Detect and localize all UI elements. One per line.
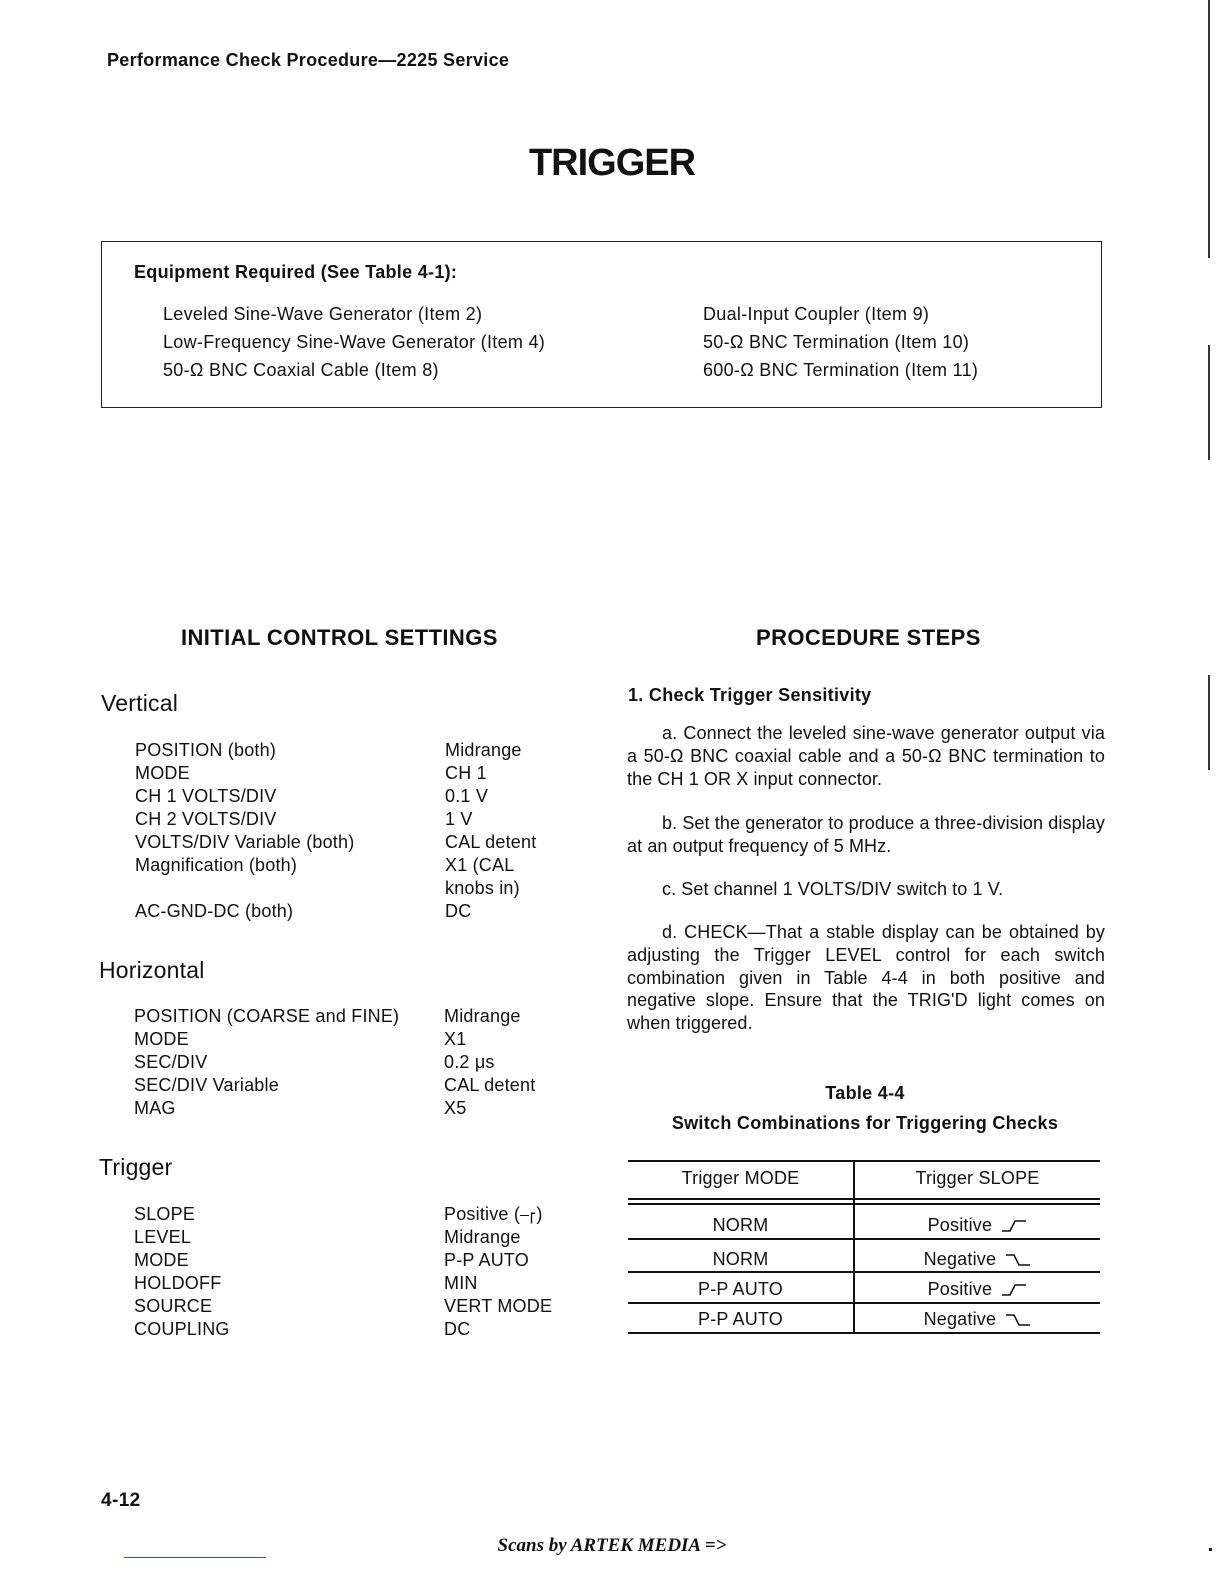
table-cell-slope bbox=[855, 1279, 1100, 1300]
table-rule bbox=[628, 1302, 1100, 1304]
table-rule bbox=[628, 1271, 1100, 1273]
table-caption-title: Switch Combinations for Triggering Checks bbox=[671, 1113, 1059, 1133]
equipment-item: Low-Frequency Sine-Wave Generator (Item 4) bbox=[163, 332, 546, 352]
slope-text: Positive bbox=[927, 1215, 993, 1235]
setting-value: X1 (CAL bbox=[445, 855, 515, 875]
setting-value: Positive (⎯⎡) bbox=[444, 1204, 543, 1224]
procedure-steps-heading: PROCEDURE STEPS bbox=[756, 625, 981, 650]
setting-value: MIN bbox=[444, 1273, 478, 1293]
setting-value: knobs in) bbox=[445, 878, 520, 898]
setting-value: CH 1 bbox=[445, 763, 487, 783]
table-cell-slope bbox=[855, 1309, 1100, 1330]
table-cell-mode: P-P AUTO bbox=[698, 1309, 783, 1329]
table-header-mode: Trigger MODE bbox=[681, 1168, 800, 1188]
equipment-item: Dual-Input Coupler (Item 9) bbox=[703, 304, 930, 324]
setting-label: MODE bbox=[134, 1029, 189, 1049]
falling-edge-icon bbox=[1005, 1313, 1031, 1327]
table-cell-slope bbox=[855, 1249, 1100, 1270]
step1-heading: 1. Check Trigger Sensitivity bbox=[628, 685, 872, 705]
table-rule bbox=[628, 1160, 1100, 1162]
setting-label: HOLDOFF bbox=[134, 1273, 222, 1293]
step-paragraph-c: c. Set channel 1 VOLTS/DIV switch to 1 V. bbox=[662, 879, 1004, 899]
right-margin-rule bbox=[1208, 0, 1210, 258]
equipment-item: Leveled Sine-Wave Generator (Item 2) bbox=[163, 304, 483, 324]
setting-value: DC bbox=[445, 901, 472, 921]
setting-label: MODE bbox=[135, 763, 190, 783]
slope-text: Negative bbox=[923, 1309, 997, 1329]
setting-label: SEC/DIV Variable bbox=[134, 1075, 279, 1095]
table-rule bbox=[628, 1238, 1100, 1240]
table-rule bbox=[628, 1203, 1100, 1205]
initial-settings-heading: INITIAL CONTROL SETTINGS bbox=[181, 625, 498, 650]
trigger-table bbox=[628, 1160, 1100, 1335]
vertical-heading: Vertical bbox=[101, 690, 179, 716]
setting-value: X1 bbox=[444, 1029, 467, 1049]
table-rule bbox=[628, 1198, 1100, 1200]
footer-underline bbox=[124, 1557, 266, 1558]
horizontal-heading: Horizontal bbox=[99, 957, 205, 983]
setting-label: SLOPE bbox=[134, 1204, 196, 1224]
falling-edge-icon bbox=[1005, 1253, 1031, 1267]
running-head: Performance Check Procedure—2225 Service bbox=[107, 50, 510, 70]
setting-label: POSITION (both) bbox=[135, 740, 277, 760]
table-cell-slope bbox=[855, 1215, 1100, 1236]
table-cell-mode: P-P AUTO bbox=[698, 1279, 783, 1299]
setting-value: VERT MODE bbox=[444, 1296, 553, 1316]
setting-value: Midrange bbox=[444, 1006, 521, 1026]
scan-mark bbox=[1209, 1548, 1212, 1551]
step-paragraph-a: a. Connect the leveled sine-wave generator output via a 50-Ω BNC coaxial cable and a 50-Ω BNC termination to the CH 1 OR X input connector. bbox=[627, 723, 1105, 789]
page-title: TRIGGER bbox=[528, 142, 696, 184]
setting-label: LEVEL bbox=[134, 1227, 192, 1247]
setting-label: MODE bbox=[134, 1250, 189, 1270]
equipment-item: 50-Ω BNC Termination (Item 10) bbox=[703, 332, 970, 352]
setting-value: Midrange bbox=[445, 740, 522, 760]
setting-value: 0.1 V bbox=[445, 786, 489, 806]
rising-edge-icon bbox=[1001, 1283, 1027, 1297]
table-caption-number: Table 4-4 bbox=[825, 1083, 905, 1103]
setting-value: CAL detent bbox=[445, 832, 537, 852]
setting-label: AC-GND-DC (both) bbox=[135, 901, 294, 921]
slope-text: Negative bbox=[923, 1249, 997, 1269]
page-number: 4-12 bbox=[101, 1490, 141, 1511]
setting-label: CH 1 VOLTS/DIV bbox=[135, 786, 277, 806]
setting-value: P-P AUTO bbox=[444, 1250, 529, 1270]
table-rule bbox=[628, 1332, 1100, 1334]
setting-label: COUPLING bbox=[134, 1319, 230, 1339]
setting-label: MAG bbox=[134, 1098, 176, 1118]
setting-label: Magnification (both) bbox=[135, 855, 298, 875]
setting-value: 1 V bbox=[445, 809, 473, 829]
equipment-heading: Equipment Required (See Table 4-1): bbox=[134, 262, 458, 282]
step-paragraph-b: b. Set the generator to produce a three-division display at an output frequency of 5 MHz. bbox=[627, 813, 1105, 856]
slope-text: Positive bbox=[927, 1279, 993, 1299]
right-margin-rule bbox=[1208, 345, 1210, 460]
rising-edge-icon bbox=[1001, 1219, 1027, 1233]
footer-credit: Scans by ARTEK MEDIA => bbox=[497, 1535, 727, 1556]
setting-value: DC bbox=[444, 1319, 471, 1339]
table-cell-mode: NORM bbox=[712, 1249, 769, 1269]
equipment-item: 50-Ω BNC Coaxial Cable (Item 8) bbox=[163, 360, 439, 380]
trigger-heading: Trigger bbox=[99, 1154, 173, 1180]
right-margin-rule bbox=[1208, 675, 1210, 770]
setting-label: POSITION (COARSE and FINE) bbox=[134, 1006, 400, 1026]
setting-value: Midrange bbox=[444, 1227, 521, 1247]
step-paragraph-d: d. CHECK—That a stable display can be obtained by adjusting the Trigger LEVEL control for each switch combination given in Table 4-4 in both positive and negative slope. Ensure that the TRIG'D light comes on when triggered. bbox=[627, 922, 1105, 1034]
setting-value: CAL detent bbox=[444, 1075, 536, 1095]
table-cell-mode: NORM bbox=[712, 1215, 769, 1235]
setting-value: X5 bbox=[444, 1098, 467, 1118]
setting-label: CH 2 VOLTS/DIV bbox=[135, 809, 277, 829]
setting-value: 0.2 μs bbox=[444, 1052, 495, 1072]
setting-label: SEC/DIV bbox=[134, 1052, 208, 1072]
setting-label: VOLTS/DIV Variable (both) bbox=[135, 832, 355, 852]
equipment-item: 600-Ω BNC Termination (Item 11) bbox=[703, 360, 979, 380]
table-header-slope: Trigger SLOPE bbox=[915, 1168, 1040, 1188]
setting-label: SOURCE bbox=[134, 1296, 213, 1316]
